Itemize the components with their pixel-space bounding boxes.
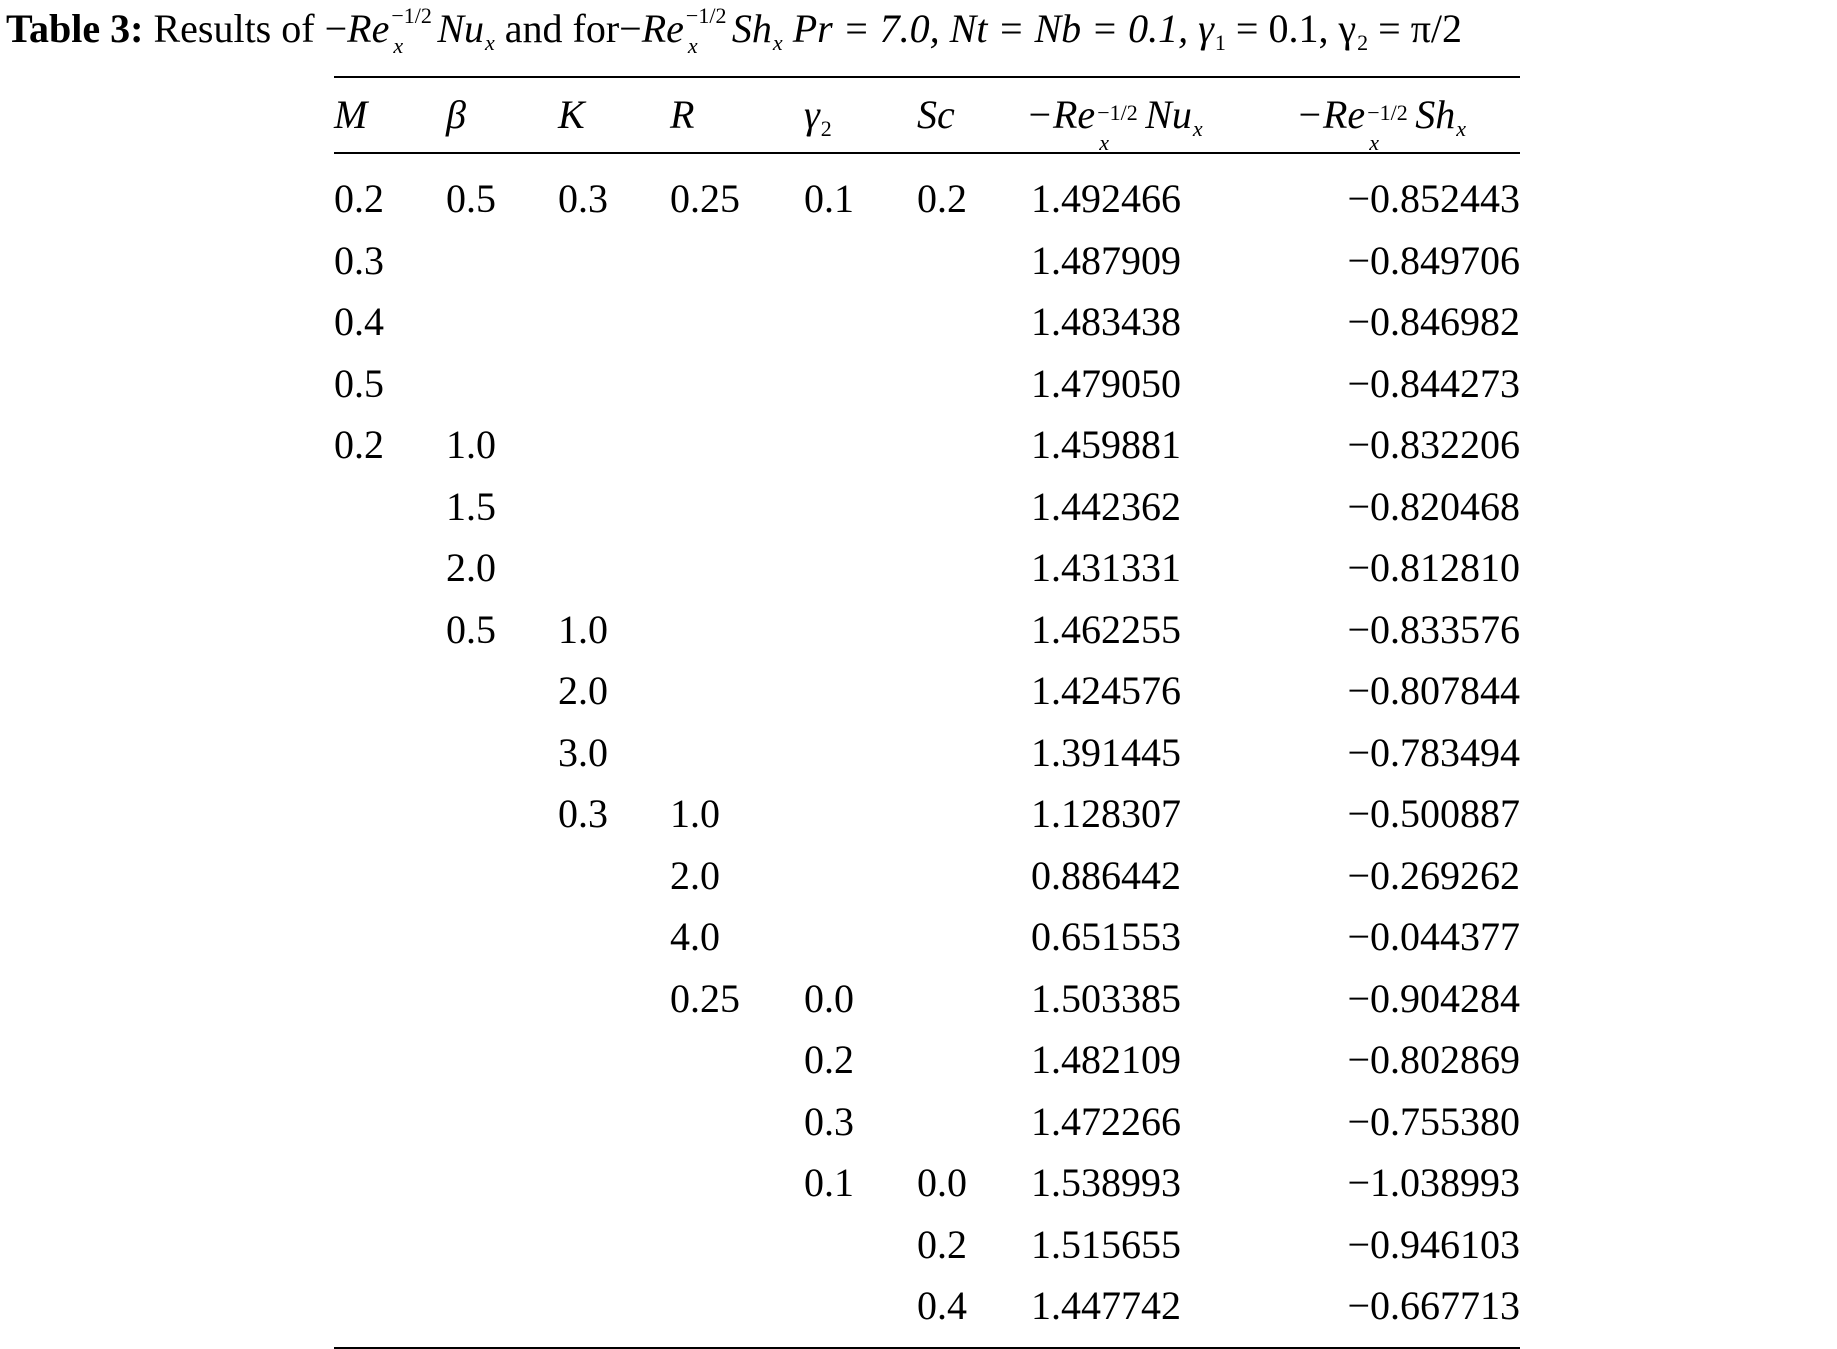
cell-nu: 1.503385 — [1031, 975, 1181, 1021]
table-row — [334, 1275, 1520, 1337]
cell-nu: 0.886442 — [1031, 852, 1181, 898]
cell-sh: −1.038993 — [1347, 1160, 1520, 1205]
caption-sub-x: x — [393, 33, 404, 58]
header-sh-name-sub: x — [1456, 116, 1466, 141]
header-M: M — [334, 92, 368, 137]
cell-nu: 1.482109 — [1031, 1037, 1181, 1082]
cell-nu: 1.442362 — [1031, 483, 1181, 529]
caption-exp: −1/2 — [391, 3, 432, 28]
cell-R: 2.0 — [670, 852, 720, 898]
cell-Sc: 0.2 — [917, 1221, 967, 1267]
header-Sc: Sc — [917, 92, 955, 137]
cell-beta: 1.0 — [446, 422, 496, 467]
cell-M: 0.3 — [334, 237, 384, 283]
header-sh-sub: x — [1369, 130, 1379, 155]
table-row — [334, 906, 1520, 968]
caption-sh-sub: x — [772, 30, 783, 55]
cell-beta: 2.0 — [446, 545, 496, 590]
cell-M: 0.5 — [334, 360, 384, 406]
cell-sh: −0.849706 — [1347, 237, 1520, 283]
cell-g2: 0.2 — [804, 1037, 854, 1082]
table-row — [334, 230, 1520, 292]
cell-K: 2.0 — [558, 668, 608, 713]
cell-sh: −0.802869 — [1347, 1037, 1520, 1082]
cell-Sc: 0.4 — [917, 1283, 967, 1328]
table-row — [334, 353, 1520, 415]
header-gamma2-sub: 2 — [820, 116, 832, 141]
cell-nu: 1.391445 — [1031, 729, 1181, 775]
caption-sub-x-2: x — [687, 33, 698, 58]
caption-and-for: and for− — [504, 6, 642, 51]
header-nu-exp: −1/2 — [1097, 100, 1138, 125]
cell-M: 0.2 — [334, 176, 384, 221]
cell-g2: 0.1 — [804, 176, 854, 221]
table-row — [334, 660, 1520, 722]
header-sh-exp: −1/2 — [1367, 100, 1408, 125]
caption-nu: Nu — [437, 6, 485, 51]
cell-nu: 0.651553 — [1031, 914, 1181, 959]
table-row — [334, 845, 1520, 907]
table-row — [334, 1029, 1520, 1091]
table-row — [334, 783, 1520, 845]
cell-sh: −0.755380 — [1347, 1098, 1520, 1144]
header-nu-supsub — [1095, 88, 1145, 155]
table-row — [334, 291, 1520, 353]
caption-re: Re — [347, 6, 390, 51]
cell-nu: 1.472266 — [1031, 1098, 1181, 1144]
cell-sh: −0.846982 — [1347, 299, 1520, 344]
table-row — [334, 168, 1520, 230]
caption-sh-expression — [641, 3, 783, 58]
cell-nu: 1.431331 — [1031, 545, 1181, 590]
caption-tail: = π/2 — [1368, 6, 1463, 51]
cell-M: 0.4 — [334, 299, 384, 344]
cell-nu: 1.424576 — [1031, 668, 1181, 713]
caption-g1-sub: 1 — [1214, 30, 1226, 55]
cell-nu: 1.515655 — [1031, 1221, 1181, 1267]
cell-nu: 1.462255 — [1031, 606, 1181, 652]
cell-Sc: 0.0 — [917, 1160, 967, 1205]
header-gamma2 — [804, 78, 832, 158]
table-row — [334, 537, 1520, 599]
table-row — [334, 476, 1520, 538]
caption-sh: Sh — [731, 6, 772, 51]
cell-sh: −0.946103 — [1347, 1221, 1520, 1267]
cell-sh: −0.807844 — [1347, 668, 1520, 713]
table-row — [334, 1091, 1520, 1153]
cell-sh: −0.832206 — [1347, 422, 1520, 467]
cell-sh: −0.500887 — [1347, 791, 1520, 836]
caption-re-supsub-2 — [684, 2, 732, 58]
cell-beta: 0.5 — [446, 176, 496, 221]
caption-mid: = 0.1, γ — [1225, 6, 1357, 51]
results-table — [334, 76, 1520, 1349]
header-nu-sub: x — [1099, 130, 1109, 155]
cell-K: 1.0 — [558, 606, 608, 652]
table-header-row — [334, 78, 1520, 155]
caption-exp-2: −1/2 — [685, 3, 727, 28]
table-row — [334, 1214, 1520, 1276]
header-sh-re: −Re — [1296, 92, 1366, 137]
cell-R: 4.0 — [670, 914, 720, 959]
cell-sh: −0.820468 — [1347, 483, 1520, 529]
caption-g2-sub: 2 — [1357, 30, 1369, 55]
caption-label: Table 3: — [6, 6, 144, 51]
caption-minus: − — [324, 6, 348, 51]
table-bottom-rule — [334, 1347, 1520, 1349]
cell-beta: 0.5 — [446, 606, 496, 652]
cell-K: 0.3 — [558, 176, 608, 221]
caption-nu-expression — [324, 3, 495, 58]
cell-sh: −0.904284 — [1347, 975, 1520, 1021]
cell-nu: 1.479050 — [1031, 360, 1181, 406]
cell-R: 1.0 — [670, 791, 720, 836]
cell-nu: 1.459881 — [1031, 422, 1181, 467]
cell-R: 0.25 — [670, 176, 740, 221]
cell-beta: 1.5 — [446, 483, 496, 529]
table-row — [334, 1152, 1520, 1214]
header-sh-supsub — [1365, 88, 1415, 155]
header-nusselt — [1026, 78, 1203, 158]
cell-nu: 1.128307 — [1031, 791, 1181, 836]
header-sherwood — [1296, 78, 1466, 158]
cell-sh: −0.852443 — [1347, 176, 1520, 221]
table-row — [334, 968, 1520, 1030]
cell-K: 0.3 — [558, 791, 608, 836]
table-body — [334, 154, 1520, 1347]
header-R: R — [670, 92, 695, 137]
table-row — [334, 414, 1520, 476]
cell-sh: −0.812810 — [1347, 545, 1520, 590]
cell-sh: −0.844273 — [1347, 360, 1520, 406]
header-K: K — [558, 92, 585, 137]
header-beta: β — [446, 92, 466, 137]
cell-g2: 0.1 — [804, 1160, 854, 1205]
table-row — [334, 722, 1520, 784]
cell-g2: 0.3 — [804, 1098, 854, 1144]
cell-sh: −0.044377 — [1347, 914, 1520, 959]
cell-sh: −0.269262 — [1347, 852, 1520, 898]
cell-Sc: 0.2 — [917, 176, 967, 221]
cell-nu: 1.487909 — [1031, 237, 1181, 283]
cell-K: 3.0 — [558, 729, 608, 775]
cell-g2: 0.0 — [804, 975, 854, 1021]
table-caption — [6, 2, 1462, 61]
header-nu-name-sub: x — [1192, 116, 1203, 141]
cell-sh: −0.783494 — [1347, 729, 1520, 775]
cell-sh: −0.833576 — [1347, 606, 1520, 652]
cell-nu: 1.538993 — [1031, 1160, 1181, 1205]
caption-re-supsub — [389, 2, 437, 58]
cell-R: 0.25 — [670, 975, 740, 1021]
header-gamma2-symbol: γ — [804, 92, 820, 137]
header-sh-name: Sh — [1415, 92, 1456, 137]
caption-params: Pr = 7.0, Nt = Nb = 0.1, γ — [792, 6, 1214, 51]
caption-nu-sub: x — [485, 30, 495, 55]
cell-M: 0.2 — [334, 422, 384, 467]
header-nu-re: −Re — [1026, 92, 1096, 137]
cell-sh: −0.667713 — [1347, 1283, 1520, 1328]
cell-nu: 1.447742 — [1031, 1283, 1181, 1328]
caption-text-prefix: Results of — [153, 6, 315, 51]
cell-nu: 1.483438 — [1031, 299, 1181, 344]
header-nu-name: Nu — [1145, 92, 1192, 137]
cell-nu: 1.492466 — [1031, 176, 1181, 221]
table-row — [334, 599, 1520, 661]
caption-re-2: Re — [641, 6, 684, 51]
